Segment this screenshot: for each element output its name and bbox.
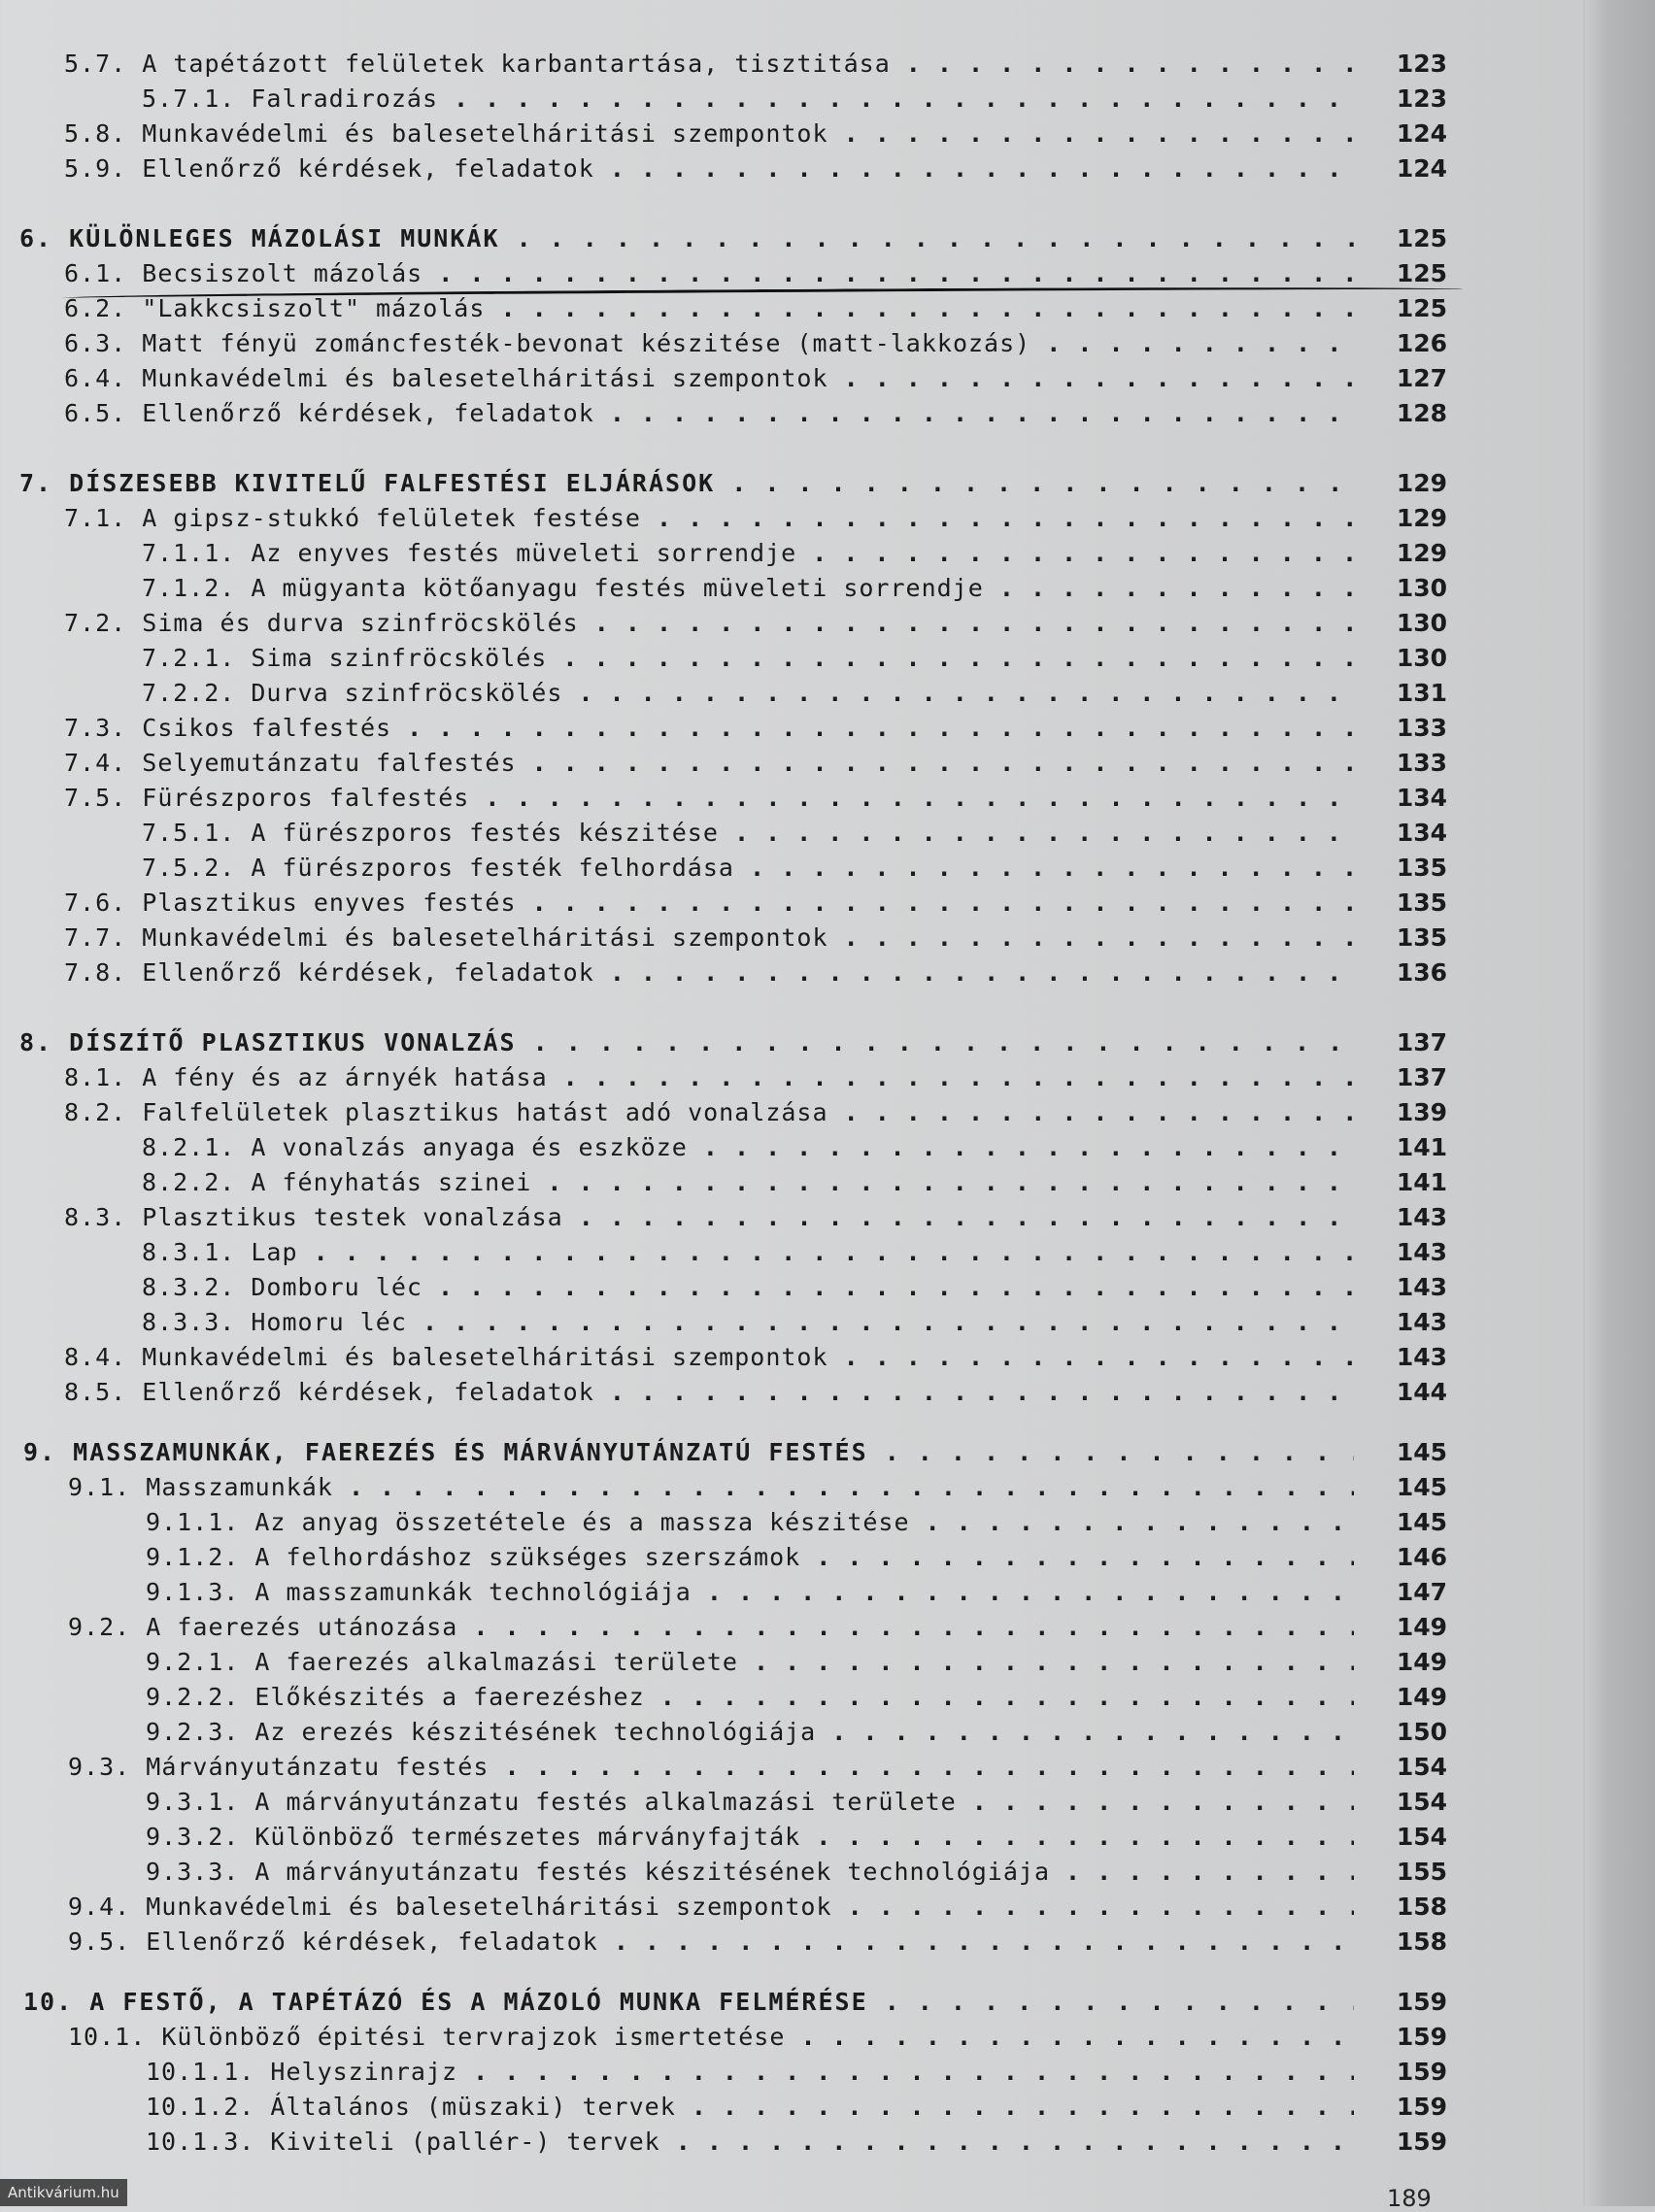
toc-entry-text: Falfelületek plasztikus hatást adó vonalzása	[142, 1098, 828, 1126]
toc-entry-title	[68, 1926, 1354, 1959]
toc-page-number: 159	[1396, 2023, 1447, 2051]
toc-page-number: 136	[1396, 958, 1447, 987]
toc-entry	[68, 1891, 1447, 1924]
toc-entry-title	[64, 956, 1354, 989]
toc-entry-text: A mügyanta kötőanyagu festés müveleti sorrendje	[251, 574, 984, 602]
toc-entry	[142, 572, 1447, 605]
toc-entry-title	[64, 327, 1354, 360]
toc-entry-number: 9.3.	[68, 1753, 131, 1781]
toc-page-number: 141	[1396, 1133, 1447, 1161]
toc-page-number: 155	[1396, 1858, 1447, 1886]
toc-page-number: 125	[1396, 259, 1447, 287]
toc-entry-number: 8.3.1.	[142, 1238, 236, 1266]
toc-page-number: 123	[1396, 84, 1447, 113]
toc-entry-number: 9.4.	[68, 1893, 131, 1921]
toc-entry-text: Az anyag összetétele és a massza készitése	[254, 1508, 910, 1536]
toc-entry	[68, 1471, 1447, 1504]
toc-entry-title	[64, 117, 1354, 151]
toc-entry-title	[68, 2021, 1354, 2054]
toc-entry-title	[142, 1131, 1354, 1164]
toc-entry-text: Fürészporos falfestés	[142, 784, 470, 812]
toc-entry-number: 6.1.	[64, 259, 127, 287]
toc-entry-title	[64, 152, 1354, 185]
toc-entry-text: Ellenőrző kérdések, feladatok	[142, 399, 594, 427]
toc-entry-text: Különböző épitési tervrajzok ismertetése	[161, 2023, 786, 2051]
toc-entry	[146, 2126, 1447, 2159]
toc-entry-number: 8.4.	[64, 1343, 127, 1371]
toc-entry	[146, 2056, 1447, 2089]
toc-entry	[64, 887, 1447, 920]
toc-entry-title	[146, 2056, 1354, 2089]
toc-page-number: 149	[1396, 1648, 1447, 1676]
toc-page-number: 150	[1396, 1718, 1447, 1746]
toc-page-number: 126	[1396, 329, 1447, 357]
toc-entry-title	[64, 257, 1354, 290]
toc-page-number: 137	[1396, 1063, 1447, 1091]
toc-entry-title	[146, 1716, 1354, 1749]
toc-entry	[142, 1236, 1447, 1269]
toc-page-number: 130	[1396, 609, 1447, 637]
toc-entry	[146, 1541, 1447, 1574]
toc-entry-title	[64, 502, 1354, 535]
toc-entry-number: 7.8.	[64, 958, 127, 987]
toc-entry-text: Plasztikus testek vonalzása	[142, 1203, 563, 1231]
toc-entry-title	[19, 1026, 1354, 1059]
toc-entry	[146, 1786, 1447, 1819]
toc-entry-text: A FESTŐ, A TAPÉTÁZÓ ÉS A MÁZOLÓ MUNKA FELMÉRÉSE	[89, 1988, 868, 2016]
toc-entry-text: Előkészités a faerezéshez	[254, 1683, 645, 1711]
toc-page-number: 129	[1396, 469, 1447, 497]
toc-entry-number: 8.3.	[64, 1203, 127, 1231]
toc-entry-title	[146, 1541, 1354, 1574]
toc-entry-text: Plasztikus enyves festés	[142, 888, 517, 917]
toc-entry-title	[64, 1341, 1354, 1374]
toc-entry-text: A vonalzás anyaga és eszköze	[251, 1133, 688, 1161]
toc-entry	[142, 677, 1447, 710]
toc-entry	[142, 852, 1447, 885]
toc-chapter	[19, 222, 1447, 255]
toc-entry-title	[146, 1681, 1354, 1714]
toc-entry-number: 10.1.3.	[146, 2128, 255, 2156]
toc-page-number: 141	[1396, 1168, 1447, 1196]
toc-entry-number: 7.2.1.	[142, 644, 236, 672]
toc-entry	[64, 1061, 1447, 1094]
toc-page-number: 124	[1396, 154, 1447, 183]
toc-entry-title	[146, 1856, 1354, 1889]
toc-entry-text: Munkavédelmi és balesetelháritási szempontok	[142, 1343, 828, 1371]
toc-entry-title	[146, 2091, 1354, 2124]
toc-page-number: 158	[1396, 1927, 1447, 1956]
toc-entry-title	[146, 1576, 1354, 1609]
toc-page-number: 146	[1396, 1543, 1447, 1571]
watermark: Antikvárium.hu	[0, 2179, 127, 2206]
toc-entry-number: 7.1.	[64, 504, 127, 532]
toc-entry-number: 10.1.2.	[146, 2093, 255, 2121]
toc-page-number: 159	[1396, 1988, 1447, 2016]
toc-page-number: 159	[1396, 2058, 1447, 2086]
toc-entry	[146, 1821, 1447, 1854]
toc-page-number: 139	[1396, 1098, 1447, 1126]
toc-entry-number: 8.3.3.	[142, 1308, 236, 1336]
toc-entry-title	[146, 1506, 1354, 1539]
toc-entry-title	[68, 1891, 1354, 1924]
toc-entry-text: Becsiszolt mázolás	[142, 259, 423, 287]
toc-entry-number: 9.3.2.	[146, 1823, 240, 1851]
toc-entry-text: Munkavédelmi és balesetelháritási szempontok	[142, 119, 828, 148]
toc-entry	[68, 1611, 1447, 1644]
toc-entry-text: A márványutánzatu festés készitésének technológiája	[254, 1858, 1050, 1886]
toc-entry-number: 10.	[23, 1988, 74, 2016]
toc-chapter	[23, 1436, 1447, 1469]
toc-chapter	[19, 467, 1447, 500]
toc-entry-text: A faerezés alkalmazási területe	[254, 1648, 738, 1676]
toc-entry	[64, 607, 1447, 640]
toc-entry-text: Falradirozás	[251, 84, 438, 113]
toc-page-number: 129	[1396, 539, 1447, 567]
toc-page-number: 147	[1396, 1578, 1447, 1606]
toc-entry-text: Ellenőrző kérdések, feladatok	[146, 1927, 598, 1956]
toc-entry-number: 9.3.1.	[146, 1788, 240, 1816]
toc-page-number: 137	[1396, 1028, 1447, 1056]
toc-entry	[64, 1376, 1447, 1409]
toc-entry-title	[64, 747, 1354, 780]
toc-entry	[64, 257, 1447, 290]
toc-entry-number: 10.1.	[68, 2023, 147, 2051]
toc-entry-number: 6.4.	[64, 364, 127, 392]
toc-entry-number: 5.9.	[64, 154, 127, 183]
toc-entry	[146, 1506, 1447, 1539]
toc-entry-text: A felhordáshoz szükséges szerszámok	[254, 1543, 801, 1571]
toc-entry-title	[23, 1986, 1354, 2019]
toc-entry-title	[64, 887, 1354, 920]
toc-page-number: 124	[1396, 119, 1447, 148]
toc-entry	[64, 502, 1447, 535]
toc-entry-text: Homoru léc	[251, 1308, 407, 1336]
toc-entry-title	[64, 397, 1354, 430]
toc-entry-number: 9.2.3.	[146, 1718, 240, 1746]
toc-entry-title	[64, 1061, 1354, 1094]
toc-entry-number: 9.1.3.	[146, 1578, 240, 1606]
toc-page-number: 154	[1396, 1788, 1447, 1816]
toc-entry-number: 6.5.	[64, 399, 127, 427]
toc-entry-number: 7.1.2.	[142, 574, 236, 602]
toc-entry-title	[64, 362, 1354, 395]
toc-entry-title	[64, 607, 1354, 640]
toc-entry	[68, 2021, 1447, 2054]
toc-page-number: 158	[1396, 1893, 1447, 1921]
toc-page-number: 135	[1396, 923, 1447, 952]
toc-entry-text: A faerezés utánozása	[146, 1613, 458, 1641]
toc-entry	[64, 956, 1447, 989]
toc-entry	[142, 83, 1447, 116]
toc-entry-number: 9.2.2.	[146, 1683, 240, 1711]
toc-entry	[64, 397, 1447, 430]
toc-page-number: 145	[1396, 1508, 1447, 1536]
page-edge-shadow	[1583, 0, 1655, 2206]
toc-entry-number: 8.2.	[64, 1098, 127, 1126]
toc-page-number: 125	[1396, 224, 1447, 252]
toc-entry-text: A fény és az árnyék hatása	[142, 1063, 548, 1091]
toc-entry-text: Helyszinrajz	[270, 2058, 458, 2086]
toc-entry-title	[146, 2126, 1354, 2159]
toc-page-number: 130	[1396, 644, 1447, 672]
toc-entry-title	[64, 1096, 1354, 1129]
toc-page-number: 154	[1396, 1823, 1447, 1851]
toc-page-number: 143	[1396, 1203, 1447, 1231]
toc-entry-number: 5.7.	[64, 50, 127, 78]
toc-entry-text: MASSZAMUNKÁK, FAEREZÉS ÉS MÁRVÁNYUTÁNZATÚ FESTÉS	[73, 1438, 868, 1466]
toc-entry-title	[19, 222, 1354, 255]
toc-entry-title	[142, 1236, 1354, 1269]
page-number: 189	[1387, 2185, 1432, 2212]
toc-entry-number: 8.1.	[64, 1063, 127, 1091]
toc-page-number: 159	[1396, 2128, 1447, 2156]
toc-entry-number: 7.1.1.	[142, 539, 236, 567]
toc-entry-number: 7.2.	[64, 609, 127, 637]
toc-entry-text: Az enyves festés müveleti sorrendje	[251, 539, 797, 567]
toc-entry	[146, 1576, 1447, 1609]
toc-entry-title	[146, 1786, 1354, 1819]
toc-entry-text: A fényhatás szinei	[251, 1168, 532, 1196]
toc-page-number: 145	[1396, 1438, 1447, 1466]
toc-entry-text: A masszamunkák technológiája	[254, 1578, 692, 1606]
toc-entry-text: "Lakkcsiszolt" mázolás	[142, 294, 486, 322]
toc-entry-number: 7.	[19, 469, 53, 497]
toc-entry-text: Sima és durva szinfröcskölés	[142, 609, 579, 637]
toc-entry-text: Ellenőrző kérdések, feladatok	[142, 1378, 594, 1406]
toc-entry	[64, 1096, 1447, 1129]
toc-entry-number: 9.2.	[68, 1613, 131, 1641]
toc-page-number: 143	[1396, 1238, 1447, 1266]
toc-entry-text: Selyemutánzatu falfestés	[142, 749, 517, 777]
toc-entry-number: 9.1.2.	[146, 1543, 240, 1571]
toc-entry-title	[142, 677, 1354, 710]
toc-entry	[68, 1751, 1447, 1784]
toc-entry-text: DÍSZESEBB KIVITELŰ FALFESTÉSI ELJÁRÁSOK	[69, 469, 716, 497]
toc-entry-number: 7.7.	[64, 923, 127, 952]
toc-entry-text: Ellenőrző kérdések, feladatok	[142, 958, 594, 987]
toc-entry-text: Sima szinfröcskölés	[251, 644, 548, 672]
toc-page-number: 134	[1396, 819, 1447, 847]
toc-entry-number: 6.	[19, 224, 53, 252]
toc-entry-number: 6.2.	[64, 294, 127, 322]
toc-entry-text: A fürészporos festék felhordása	[251, 854, 734, 882]
toc-entry-text: KÜLÖNLEGES MÁZOLÁSI MUNKÁK	[69, 224, 500, 252]
toc-entry-number: 5.7.1.	[142, 84, 236, 113]
toc-entry	[142, 537, 1447, 570]
toc-entry-title	[142, 1306, 1354, 1339]
toc-entry-text: Csikos falfestés	[142, 714, 392, 742]
toc-entry-number: 10.1.1.	[146, 2058, 255, 2086]
toc-entry-title	[146, 1646, 1354, 1679]
toc-entry	[142, 1306, 1447, 1339]
toc-entry	[64, 152, 1447, 185]
toc-entry-text: A gipsz-stukkó felületek festése	[142, 504, 641, 532]
toc-entry-number: 9.1.	[68, 1473, 131, 1501]
toc-entry-number: 7.3.	[64, 714, 127, 742]
toc-entry	[146, 1856, 1447, 1889]
toc-entry-text: Munkavédelmi és balesetelháritási szempontok	[142, 364, 828, 392]
toc-entry-title	[142, 537, 1354, 570]
toc-entry	[64, 782, 1447, 815]
toc-chapter	[23, 1986, 1447, 2019]
toc-page-number: 123	[1396, 50, 1447, 78]
toc-entry-text: Különböző természetes márványfajták	[254, 1823, 801, 1851]
toc-entry	[64, 1201, 1447, 1234]
toc-entry-number: 9.	[23, 1438, 57, 1466]
toc-entry-number: 7.2.2.	[142, 679, 236, 707]
toc-page-number: 135	[1396, 888, 1447, 917]
toc-entry-title	[68, 1751, 1354, 1784]
toc-entry-title	[64, 782, 1354, 815]
toc-entry-text: Márványutánzatu festés	[146, 1753, 490, 1781]
toc-entry-text: Munkavédelmi és balesetelháritási szempontok	[146, 1893, 832, 1921]
toc-entry-title	[142, 1271, 1354, 1304]
toc-entry-text: A tapétázott felületek karbantartása, tisztitása	[142, 50, 891, 78]
toc-entry-title	[142, 817, 1354, 850]
toc-entry-number: 6.3.	[64, 329, 127, 357]
toc-entry-number: 8.2.1.	[142, 1133, 236, 1161]
toc-entry-text: Kiviteli (pallér-) tervek	[270, 2128, 660, 2156]
toc-entry-number: 7.5.	[64, 784, 127, 812]
toc-entry-number: 9.2.1.	[146, 1648, 240, 1676]
toc-entry	[64, 747, 1447, 780]
toc-entry-title	[19, 467, 1354, 500]
toc-entry-text: Ellenőrző kérdések, feladatok	[142, 154, 594, 183]
toc-entry-text: Durva szinfröcskölés	[251, 679, 563, 707]
toc-entry-number: 8.5.	[64, 1378, 127, 1406]
toc-entry-text: Matt fényü zománcfesték-bevonat készitése (matt-lakkozás)	[142, 329, 1031, 357]
toc-page-number: 133	[1396, 749, 1447, 777]
toc-page-number: 127	[1396, 364, 1447, 392]
toc-entry-text: A márványutánzatu festés alkalmazási területe	[254, 1788, 957, 1816]
toc-page-number: 131	[1396, 679, 1447, 707]
toc-entry	[64, 712, 1447, 745]
toc-entry	[142, 1131, 1447, 1164]
toc-entry	[146, 1681, 1447, 1714]
toc-entry	[146, 2091, 1447, 2124]
toc-entry-title	[64, 48, 1354, 81]
toc-page-number: 144	[1396, 1378, 1447, 1406]
toc-entry	[64, 362, 1447, 395]
toc-page-number: 129	[1396, 504, 1447, 532]
toc-entry-number: 9.1.1.	[146, 1508, 240, 1536]
toc-entry-title	[142, 1166, 1354, 1199]
toc-entry-title	[142, 83, 1354, 116]
toc-entry-number: 9.3.3.	[146, 1858, 240, 1886]
toc-entry-title	[68, 1611, 1354, 1644]
toc-entry	[142, 1271, 1447, 1304]
toc-entry	[142, 1166, 1447, 1199]
toc-entry-text: DÍSZÍTŐ PLASZTIKUS VONALZÁS	[69, 1028, 517, 1056]
toc-page-number: 128	[1396, 399, 1447, 427]
toc-entry	[68, 1926, 1447, 1959]
toc-entry-title	[64, 712, 1354, 745]
toc-entry-title	[64, 1376, 1354, 1409]
toc-entry-number: 5.8.	[64, 119, 127, 148]
toc-entry-number: 7.6.	[64, 888, 127, 917]
toc-entry	[64, 922, 1447, 955]
toc-entry-text: Domboru léc	[251, 1273, 422, 1301]
toc-page-number: 125	[1396, 294, 1447, 322]
toc-entry-number: 7.5.2.	[142, 854, 236, 882]
toc-entry-title	[146, 1821, 1354, 1854]
toc-entry-text: Általános (müszaki) tervek	[270, 2093, 676, 2121]
toc-entry-title	[64, 1201, 1354, 1234]
toc-page-number: 149	[1396, 1683, 1447, 1711]
toc-entry-text: Lap	[251, 1238, 298, 1266]
toc-entry	[146, 1646, 1447, 1679]
toc-entry-text: Az erezés készitésének technológiája	[254, 1718, 817, 1746]
toc-entry-number: 8.2.2.	[142, 1168, 236, 1196]
toc-page-number: 145	[1396, 1473, 1447, 1501]
toc-entry-text: Masszamunkák	[146, 1473, 333, 1501]
toc-entry-number: 8.3.2.	[142, 1273, 236, 1301]
toc-entry	[64, 327, 1447, 360]
toc-entry-title	[142, 642, 1354, 675]
toc-entry-title	[64, 922, 1354, 955]
toc-entry-number: 7.5.1.	[142, 819, 236, 847]
toc-entry	[64, 48, 1447, 81]
toc-entry-text: Munkavédelmi és balesetelháritási szempontok	[142, 923, 828, 952]
toc-entry-title	[142, 852, 1354, 885]
toc-entry-text: A fürészporos festés készitése	[251, 819, 719, 847]
toc-chapter	[19, 1026, 1447, 1059]
toc-entry-title	[23, 1436, 1354, 1469]
toc-page-number: 159	[1396, 2093, 1447, 2121]
toc-entry	[64, 117, 1447, 151]
toc-page-number: 134	[1396, 784, 1447, 812]
toc-entry	[142, 642, 1447, 675]
toc-entry-number: 8.	[19, 1028, 53, 1056]
toc-entry-number: 9.5.	[68, 1927, 131, 1956]
toc-page-number: 135	[1396, 854, 1447, 882]
toc-entry	[64, 1341, 1447, 1374]
toc-entry	[146, 1716, 1447, 1749]
toc-page-number: 143	[1396, 1273, 1447, 1301]
toc-page-number: 143	[1396, 1343, 1447, 1371]
toc-page-number: 143	[1396, 1308, 1447, 1336]
toc-entry	[142, 817, 1447, 850]
toc-page-number: 154	[1396, 1753, 1447, 1781]
toc-entry-number: 7.4.	[64, 749, 127, 777]
toc-entry-title	[142, 572, 1354, 605]
toc-page-number: 149	[1396, 1613, 1447, 1641]
toc-page-number: 130	[1396, 574, 1447, 602]
toc-page-number: 133	[1396, 714, 1447, 742]
toc-entry-title	[68, 1471, 1354, 1504]
